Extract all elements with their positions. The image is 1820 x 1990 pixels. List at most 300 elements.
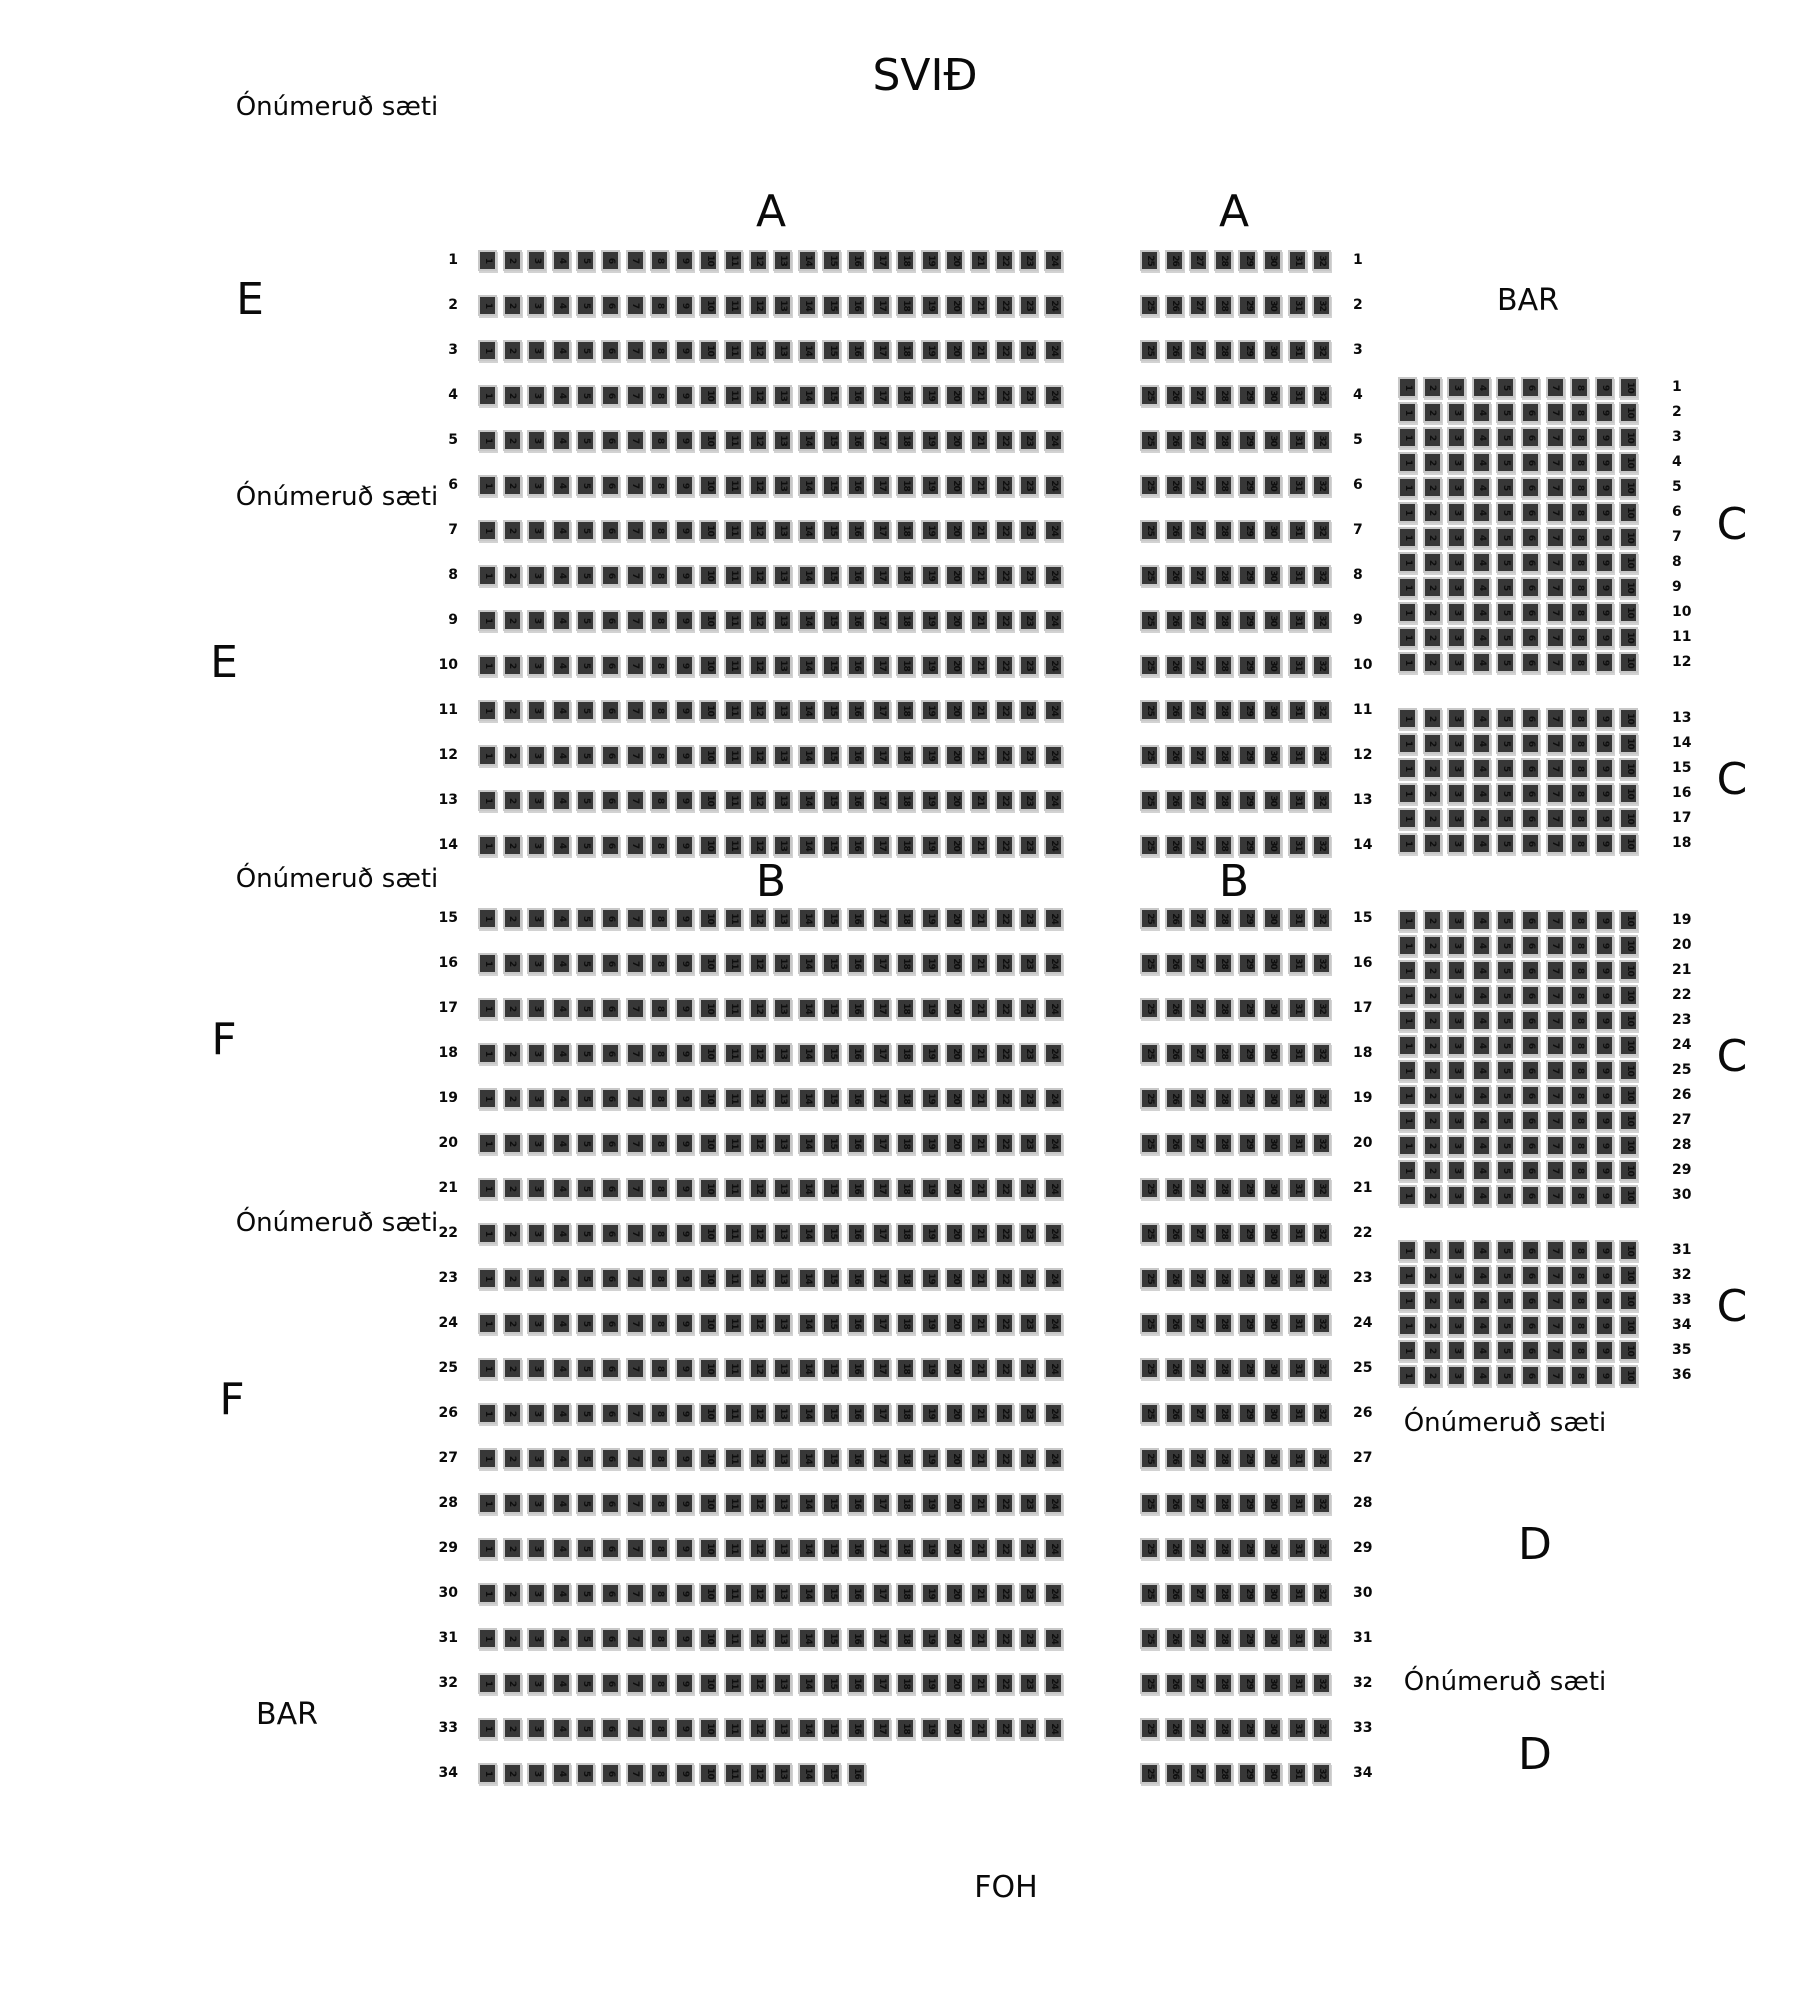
seat-r25-9[interactable] bbox=[675, 1358, 694, 1379]
seat-r31-11[interactable] bbox=[724, 1628, 743, 1649]
seat-c-r5-5[interactable] bbox=[1496, 477, 1515, 498]
seat-c-r12-5[interactable] bbox=[1496, 652, 1515, 673]
seat-r19-2[interactable] bbox=[503, 1088, 522, 1109]
seat-r32-1[interactable] bbox=[478, 1673, 497, 1694]
seat-r26-3[interactable] bbox=[527, 1403, 546, 1424]
seat-r10-11[interactable] bbox=[724, 655, 743, 676]
seat-r19-3[interactable] bbox=[527, 1088, 546, 1109]
seat-r14-30[interactable] bbox=[1263, 835, 1282, 856]
seat-r32-20[interactable] bbox=[945, 1673, 964, 1694]
seat-r23-26[interactable] bbox=[1165, 1268, 1184, 1289]
seat-c-r15-2[interactable] bbox=[1423, 758, 1442, 779]
seat-r34-6[interactable] bbox=[601, 1763, 620, 1784]
seat-c-r2-2[interactable] bbox=[1423, 402, 1442, 423]
seat-r32-15[interactable] bbox=[822, 1673, 841, 1694]
seat-r8-16[interactable] bbox=[847, 565, 866, 586]
seat-r10-10[interactable] bbox=[699, 655, 718, 676]
seat-r17-26[interactable] bbox=[1165, 998, 1184, 1019]
seat-c-r13-3[interactable] bbox=[1447, 708, 1466, 729]
seat-r23-5[interactable] bbox=[576, 1268, 595, 1289]
seat-r34-28[interactable] bbox=[1214, 1763, 1233, 1784]
seat-c-r25-6[interactable] bbox=[1521, 1060, 1540, 1081]
seat-r23-17[interactable] bbox=[872, 1268, 891, 1289]
seat-r30-15[interactable] bbox=[822, 1583, 841, 1604]
seat-r18-15[interactable] bbox=[822, 1043, 841, 1064]
seat-c-r36-3[interactable] bbox=[1447, 1365, 1466, 1386]
seat-r25-1[interactable] bbox=[478, 1358, 497, 1379]
seat-c-r16-9[interactable] bbox=[1595, 783, 1614, 804]
seat-r31-31[interactable] bbox=[1288, 1628, 1307, 1649]
seat-r24-17[interactable] bbox=[872, 1313, 891, 1334]
seat-r5-28[interactable] bbox=[1214, 430, 1233, 451]
seat-r11-30[interactable] bbox=[1263, 700, 1282, 721]
seat-r33-24[interactable] bbox=[1044, 1718, 1063, 1739]
seat-c-r33-7[interactable] bbox=[1546, 1290, 1565, 1311]
seat-r20-3[interactable] bbox=[527, 1133, 546, 1154]
seat-c-r25-9[interactable] bbox=[1595, 1060, 1614, 1081]
seat-r1-15[interactable] bbox=[822, 250, 841, 271]
seat-c-r16-6[interactable] bbox=[1521, 783, 1540, 804]
seat-r33-1[interactable] bbox=[478, 1718, 497, 1739]
seat-c-r20-3[interactable] bbox=[1447, 935, 1466, 956]
seat-c-r32-4[interactable] bbox=[1472, 1265, 1491, 1286]
seat-r3-18[interactable] bbox=[896, 340, 915, 361]
seat-r28-5[interactable] bbox=[576, 1493, 595, 1514]
seat-r13-5[interactable] bbox=[576, 790, 595, 811]
seat-r25-3[interactable] bbox=[527, 1358, 546, 1379]
seat-r14-26[interactable] bbox=[1165, 835, 1184, 856]
seat-r3-4[interactable] bbox=[552, 340, 571, 361]
seat-r15-20[interactable] bbox=[945, 908, 964, 929]
seat-r17-6[interactable] bbox=[601, 998, 620, 1019]
seat-c-r36-9[interactable] bbox=[1595, 1365, 1614, 1386]
seat-r6-19[interactable] bbox=[921, 475, 940, 496]
seat-r16-24[interactable] bbox=[1044, 953, 1063, 974]
seat-r28-18[interactable] bbox=[896, 1493, 915, 1514]
seat-r31-32[interactable] bbox=[1312, 1628, 1331, 1649]
seat-r21-21[interactable] bbox=[970, 1178, 989, 1199]
seat-r14-27[interactable] bbox=[1189, 835, 1208, 856]
seat-r15-21[interactable] bbox=[970, 908, 989, 929]
seat-r13-26[interactable] bbox=[1165, 790, 1184, 811]
seat-c-r7-9[interactable] bbox=[1595, 527, 1614, 548]
seat-c-r22-1[interactable] bbox=[1398, 985, 1417, 1006]
seat-r33-28[interactable] bbox=[1214, 1718, 1233, 1739]
seat-c-r23-1[interactable] bbox=[1398, 1010, 1417, 1031]
seat-r9-8[interactable] bbox=[650, 610, 669, 631]
seat-c-r19-4[interactable] bbox=[1472, 910, 1491, 931]
seat-r29-27[interactable] bbox=[1189, 1538, 1208, 1559]
seat-c-r11-5[interactable] bbox=[1496, 627, 1515, 648]
seat-r20-18[interactable] bbox=[896, 1133, 915, 1154]
seat-r16-6[interactable] bbox=[601, 953, 620, 974]
seat-r20-11[interactable] bbox=[724, 1133, 743, 1154]
seat-r33-14[interactable] bbox=[798, 1718, 817, 1739]
seat-r32-16[interactable] bbox=[847, 1673, 866, 1694]
seat-r3-7[interactable] bbox=[626, 340, 645, 361]
seat-r21-1[interactable] bbox=[478, 1178, 497, 1199]
seat-r9-3[interactable] bbox=[527, 610, 546, 631]
seat-c-r11-1[interactable] bbox=[1398, 627, 1417, 648]
seat-r9-5[interactable] bbox=[576, 610, 595, 631]
seat-r23-9[interactable] bbox=[675, 1268, 694, 1289]
seat-r18-16[interactable] bbox=[847, 1043, 866, 1064]
seat-c-r16-5[interactable] bbox=[1496, 783, 1515, 804]
seat-r26-30[interactable] bbox=[1263, 1403, 1282, 1424]
seat-r15-8[interactable] bbox=[650, 908, 669, 929]
seat-c-r28-3[interactable] bbox=[1447, 1135, 1466, 1156]
seat-r2-12[interactable] bbox=[749, 295, 768, 316]
seat-r2-16[interactable] bbox=[847, 295, 866, 316]
seat-r1-25[interactable] bbox=[1140, 250, 1159, 271]
seat-r1-28[interactable] bbox=[1214, 250, 1233, 271]
seat-r19-29[interactable] bbox=[1238, 1088, 1257, 1109]
seat-r33-8[interactable] bbox=[650, 1718, 669, 1739]
seat-c-r17-5[interactable] bbox=[1496, 808, 1515, 829]
seat-c-r13-8[interactable] bbox=[1570, 708, 1589, 729]
seat-r3-31[interactable] bbox=[1288, 340, 1307, 361]
seat-r34-25[interactable] bbox=[1140, 1763, 1159, 1784]
seat-r15-22[interactable] bbox=[995, 908, 1014, 929]
seat-r10-32[interactable] bbox=[1312, 655, 1331, 676]
seat-c-r22-10[interactable] bbox=[1619, 985, 1638, 1006]
seat-r23-18[interactable] bbox=[896, 1268, 915, 1289]
seat-r20-24[interactable] bbox=[1044, 1133, 1063, 1154]
seat-c-r30-2[interactable] bbox=[1423, 1185, 1442, 1206]
seat-c-r1-8[interactable] bbox=[1570, 377, 1589, 398]
seat-r27-8[interactable] bbox=[650, 1448, 669, 1469]
seat-r8-23[interactable] bbox=[1019, 565, 1038, 586]
seat-c-r17-3[interactable] bbox=[1447, 808, 1466, 829]
seat-r16-31[interactable] bbox=[1288, 953, 1307, 974]
seat-r26-13[interactable] bbox=[773, 1403, 792, 1424]
seat-r2-17[interactable] bbox=[872, 295, 891, 316]
seat-r20-31[interactable] bbox=[1288, 1133, 1307, 1154]
seat-r18-28[interactable] bbox=[1214, 1043, 1233, 1064]
seat-c-r13-7[interactable] bbox=[1546, 708, 1565, 729]
seat-r10-31[interactable] bbox=[1288, 655, 1307, 676]
seat-r8-15[interactable] bbox=[822, 565, 841, 586]
seat-c-r18-4[interactable] bbox=[1472, 833, 1491, 854]
seat-r17-1[interactable] bbox=[478, 998, 497, 1019]
seat-r15-10[interactable] bbox=[699, 908, 718, 929]
seat-r14-2[interactable] bbox=[503, 835, 522, 856]
seat-r22-23[interactable] bbox=[1019, 1223, 1038, 1244]
seat-r14-25[interactable] bbox=[1140, 835, 1159, 856]
seat-c-r25-2[interactable] bbox=[1423, 1060, 1442, 1081]
seat-r31-21[interactable] bbox=[970, 1628, 989, 1649]
seat-r14-28[interactable] bbox=[1214, 835, 1233, 856]
seat-r24-16[interactable] bbox=[847, 1313, 866, 1334]
seat-r22-21[interactable] bbox=[970, 1223, 989, 1244]
seat-r17-21[interactable] bbox=[970, 998, 989, 1019]
seat-r28-27[interactable] bbox=[1189, 1493, 1208, 1514]
seat-r27-3[interactable] bbox=[527, 1448, 546, 1469]
seat-c-r20-6[interactable] bbox=[1521, 935, 1540, 956]
seat-r13-32[interactable] bbox=[1312, 790, 1331, 811]
seat-c-r9-9[interactable] bbox=[1595, 577, 1614, 598]
seat-r22-3[interactable] bbox=[527, 1223, 546, 1244]
seat-c-r1-3[interactable] bbox=[1447, 377, 1466, 398]
seat-c-r14-5[interactable] bbox=[1496, 733, 1515, 754]
seat-r27-12[interactable] bbox=[749, 1448, 768, 1469]
seat-r1-24[interactable] bbox=[1044, 250, 1063, 271]
seat-r11-9[interactable] bbox=[675, 700, 694, 721]
seat-r27-15[interactable] bbox=[822, 1448, 841, 1469]
seat-r33-2[interactable] bbox=[503, 1718, 522, 1739]
seat-c-r22-2[interactable] bbox=[1423, 985, 1442, 1006]
seat-r15-17[interactable] bbox=[872, 908, 891, 929]
seat-r28-32[interactable] bbox=[1312, 1493, 1331, 1514]
seat-r32-6[interactable] bbox=[601, 1673, 620, 1694]
seat-r14-11[interactable] bbox=[724, 835, 743, 856]
seat-r21-28[interactable] bbox=[1214, 1178, 1233, 1199]
seat-r31-27[interactable] bbox=[1189, 1628, 1208, 1649]
seat-c-r14-3[interactable] bbox=[1447, 733, 1466, 754]
seat-r22-31[interactable] bbox=[1288, 1223, 1307, 1244]
seat-c-r6-2[interactable] bbox=[1423, 502, 1442, 523]
seat-r27-25[interactable] bbox=[1140, 1448, 1159, 1469]
seat-r14-4[interactable] bbox=[552, 835, 571, 856]
seat-r34-2[interactable] bbox=[503, 1763, 522, 1784]
seat-c-r15-5[interactable] bbox=[1496, 758, 1515, 779]
seat-r27-9[interactable] bbox=[675, 1448, 694, 1469]
seat-c-r33-1[interactable] bbox=[1398, 1290, 1417, 1311]
seat-r10-17[interactable] bbox=[872, 655, 891, 676]
seat-r11-24[interactable] bbox=[1044, 700, 1063, 721]
seat-c-r11-10[interactable] bbox=[1619, 627, 1638, 648]
seat-r16-30[interactable] bbox=[1263, 953, 1282, 974]
seat-c-r6-3[interactable] bbox=[1447, 502, 1466, 523]
seat-r26-15[interactable] bbox=[822, 1403, 841, 1424]
seat-c-r21-2[interactable] bbox=[1423, 960, 1442, 981]
seat-r4-6[interactable] bbox=[601, 385, 620, 406]
seat-c-r3-7[interactable] bbox=[1546, 427, 1565, 448]
seat-r3-32[interactable] bbox=[1312, 340, 1331, 361]
seat-r5-9[interactable] bbox=[675, 430, 694, 451]
seat-r1-9[interactable] bbox=[675, 250, 694, 271]
seat-r17-27[interactable] bbox=[1189, 998, 1208, 1019]
seat-r29-6[interactable] bbox=[601, 1538, 620, 1559]
seat-r11-4[interactable] bbox=[552, 700, 571, 721]
seat-r1-1[interactable] bbox=[478, 250, 497, 271]
seat-r17-16[interactable] bbox=[847, 998, 866, 1019]
seat-c-r2-7[interactable] bbox=[1546, 402, 1565, 423]
seat-c-r32-6[interactable] bbox=[1521, 1265, 1540, 1286]
seat-r8-30[interactable] bbox=[1263, 565, 1282, 586]
seat-c-r13-9[interactable] bbox=[1595, 708, 1614, 729]
seat-r8-29[interactable] bbox=[1238, 565, 1257, 586]
seat-c-r14-8[interactable] bbox=[1570, 733, 1589, 754]
seat-r21-9[interactable] bbox=[675, 1178, 694, 1199]
seat-r20-5[interactable] bbox=[576, 1133, 595, 1154]
seat-r6-2[interactable] bbox=[503, 475, 522, 496]
seat-r13-6[interactable] bbox=[601, 790, 620, 811]
seat-r17-31[interactable] bbox=[1288, 998, 1307, 1019]
seat-r26-32[interactable] bbox=[1312, 1403, 1331, 1424]
seat-r32-14[interactable] bbox=[798, 1673, 817, 1694]
seat-r11-17[interactable] bbox=[872, 700, 891, 721]
seat-r1-29[interactable] bbox=[1238, 250, 1257, 271]
seat-r10-30[interactable] bbox=[1263, 655, 1282, 676]
seat-c-r19-5[interactable] bbox=[1496, 910, 1515, 931]
seat-r15-12[interactable] bbox=[749, 908, 768, 929]
seat-r18-31[interactable] bbox=[1288, 1043, 1307, 1064]
seat-r6-26[interactable] bbox=[1165, 475, 1184, 496]
seat-r6-14[interactable] bbox=[798, 475, 817, 496]
seat-r16-16[interactable] bbox=[847, 953, 866, 974]
seat-c-r1-9[interactable] bbox=[1595, 377, 1614, 398]
seat-r28-22[interactable] bbox=[995, 1493, 1014, 1514]
seat-c-r21-5[interactable] bbox=[1496, 960, 1515, 981]
seat-c-r34-2[interactable] bbox=[1423, 1315, 1442, 1336]
seat-r31-29[interactable] bbox=[1238, 1628, 1257, 1649]
seat-r28-19[interactable] bbox=[921, 1493, 940, 1514]
seat-r2-19[interactable] bbox=[921, 295, 940, 316]
seat-c-r15-10[interactable] bbox=[1619, 758, 1638, 779]
seat-r21-29[interactable] bbox=[1238, 1178, 1257, 1199]
seat-r21-22[interactable] bbox=[995, 1178, 1014, 1199]
seat-r12-4[interactable] bbox=[552, 745, 571, 766]
seat-c-r4-4[interactable] bbox=[1472, 452, 1491, 473]
seat-c-r19-1[interactable] bbox=[1398, 910, 1417, 931]
seat-r28-1[interactable] bbox=[478, 1493, 497, 1514]
seat-r4-25[interactable] bbox=[1140, 385, 1159, 406]
seat-r26-28[interactable] bbox=[1214, 1403, 1233, 1424]
seat-c-r24-6[interactable] bbox=[1521, 1035, 1540, 1056]
seat-r19-28[interactable] bbox=[1214, 1088, 1233, 1109]
seat-r28-20[interactable] bbox=[945, 1493, 964, 1514]
seat-r34-9[interactable] bbox=[675, 1763, 694, 1784]
seat-c-r34-10[interactable] bbox=[1619, 1315, 1638, 1336]
seat-r10-29[interactable] bbox=[1238, 655, 1257, 676]
seat-r3-11[interactable] bbox=[724, 340, 743, 361]
seat-r14-19[interactable] bbox=[921, 835, 940, 856]
seat-r27-30[interactable] bbox=[1263, 1448, 1282, 1469]
seat-c-r35-5[interactable] bbox=[1496, 1340, 1515, 1361]
seat-r6-18[interactable] bbox=[896, 475, 915, 496]
seat-r16-2[interactable] bbox=[503, 953, 522, 974]
seat-c-r31-5[interactable] bbox=[1496, 1240, 1515, 1261]
seat-c-r33-5[interactable] bbox=[1496, 1290, 1515, 1311]
seat-r9-26[interactable] bbox=[1165, 610, 1184, 631]
seat-r34-27[interactable] bbox=[1189, 1763, 1208, 1784]
seat-r9-14[interactable] bbox=[798, 610, 817, 631]
seat-r28-12[interactable] bbox=[749, 1493, 768, 1514]
seat-c-r15-3[interactable] bbox=[1447, 758, 1466, 779]
seat-r6-31[interactable] bbox=[1288, 475, 1307, 496]
seat-r29-26[interactable] bbox=[1165, 1538, 1184, 1559]
seat-r29-8[interactable] bbox=[650, 1538, 669, 1559]
seat-r10-2[interactable] bbox=[503, 655, 522, 676]
seat-r19-1[interactable] bbox=[478, 1088, 497, 1109]
seat-r27-6[interactable] bbox=[601, 1448, 620, 1469]
seat-r13-25[interactable] bbox=[1140, 790, 1159, 811]
seat-c-r31-10[interactable] bbox=[1619, 1240, 1638, 1261]
seat-r10-5[interactable] bbox=[576, 655, 595, 676]
seat-r17-22[interactable] bbox=[995, 998, 1014, 1019]
seat-r16-27[interactable] bbox=[1189, 953, 1208, 974]
seat-c-r23-10[interactable] bbox=[1619, 1010, 1638, 1031]
seat-r6-4[interactable] bbox=[552, 475, 571, 496]
seat-r3-12[interactable] bbox=[749, 340, 768, 361]
seat-c-r4-3[interactable] bbox=[1447, 452, 1466, 473]
seat-r28-8[interactable] bbox=[650, 1493, 669, 1514]
seat-c-r19-3[interactable] bbox=[1447, 910, 1466, 931]
seat-r3-21[interactable] bbox=[970, 340, 989, 361]
seat-r19-15[interactable] bbox=[822, 1088, 841, 1109]
seat-r18-14[interactable] bbox=[798, 1043, 817, 1064]
seat-r34-4[interactable] bbox=[552, 1763, 571, 1784]
seat-r25-16[interactable] bbox=[847, 1358, 866, 1379]
seat-r9-4[interactable] bbox=[552, 610, 571, 631]
seat-c-r11-3[interactable] bbox=[1447, 627, 1466, 648]
seat-r26-24[interactable] bbox=[1044, 1403, 1063, 1424]
seat-r17-17[interactable] bbox=[872, 998, 891, 1019]
seat-c-r34-5[interactable] bbox=[1496, 1315, 1515, 1336]
seat-r33-9[interactable] bbox=[675, 1718, 694, 1739]
seat-r21-18[interactable] bbox=[896, 1178, 915, 1199]
seat-r7-11[interactable] bbox=[724, 520, 743, 541]
seat-r5-12[interactable] bbox=[749, 430, 768, 451]
seat-r8-32[interactable] bbox=[1312, 565, 1331, 586]
seat-r23-7[interactable] bbox=[626, 1268, 645, 1289]
seat-r4-3[interactable] bbox=[527, 385, 546, 406]
seat-r21-19[interactable] bbox=[921, 1178, 940, 1199]
seat-r31-10[interactable] bbox=[699, 1628, 718, 1649]
seat-c-r5-7[interactable] bbox=[1546, 477, 1565, 498]
seat-r3-20[interactable] bbox=[945, 340, 964, 361]
seat-r11-13[interactable] bbox=[773, 700, 792, 721]
seat-r30-11[interactable] bbox=[724, 1583, 743, 1604]
seat-r12-6[interactable] bbox=[601, 745, 620, 766]
seat-r31-15[interactable] bbox=[822, 1628, 841, 1649]
seat-r8-31[interactable] bbox=[1288, 565, 1307, 586]
seat-r3-10[interactable] bbox=[699, 340, 718, 361]
seat-r8-8[interactable] bbox=[650, 565, 669, 586]
seat-r20-32[interactable] bbox=[1312, 1133, 1331, 1154]
seat-r4-18[interactable] bbox=[896, 385, 915, 406]
seat-r3-1[interactable] bbox=[478, 340, 497, 361]
seat-r12-23[interactable] bbox=[1019, 745, 1038, 766]
seat-r26-2[interactable] bbox=[503, 1403, 522, 1424]
seat-c-r16-10[interactable] bbox=[1619, 783, 1638, 804]
seat-r15-32[interactable] bbox=[1312, 908, 1331, 929]
seat-r2-8[interactable] bbox=[650, 295, 669, 316]
seat-r21-17[interactable] bbox=[872, 1178, 891, 1199]
seat-r1-30[interactable] bbox=[1263, 250, 1282, 271]
seat-c-r21-7[interactable] bbox=[1546, 960, 1565, 981]
seat-r3-5[interactable] bbox=[576, 340, 595, 361]
seat-c-r22-3[interactable] bbox=[1447, 985, 1466, 1006]
seat-r8-28[interactable] bbox=[1214, 565, 1233, 586]
seat-c-r4-6[interactable] bbox=[1521, 452, 1540, 473]
seat-c-r6-8[interactable] bbox=[1570, 502, 1589, 523]
seat-r32-29[interactable] bbox=[1238, 1673, 1257, 1694]
seat-c-r20-2[interactable] bbox=[1423, 935, 1442, 956]
seat-r28-9[interactable] bbox=[675, 1493, 694, 1514]
seat-c-r22-8[interactable] bbox=[1570, 985, 1589, 1006]
seat-r29-2[interactable] bbox=[503, 1538, 522, 1559]
seat-r11-21[interactable] bbox=[970, 700, 989, 721]
seat-r4-27[interactable] bbox=[1189, 385, 1208, 406]
seat-r7-27[interactable] bbox=[1189, 520, 1208, 541]
seat-c-r12-9[interactable] bbox=[1595, 652, 1614, 673]
seat-r32-17[interactable] bbox=[872, 1673, 891, 1694]
seat-r24-29[interactable] bbox=[1238, 1313, 1257, 1334]
seat-r8-6[interactable] bbox=[601, 565, 620, 586]
seat-r28-2[interactable] bbox=[503, 1493, 522, 1514]
